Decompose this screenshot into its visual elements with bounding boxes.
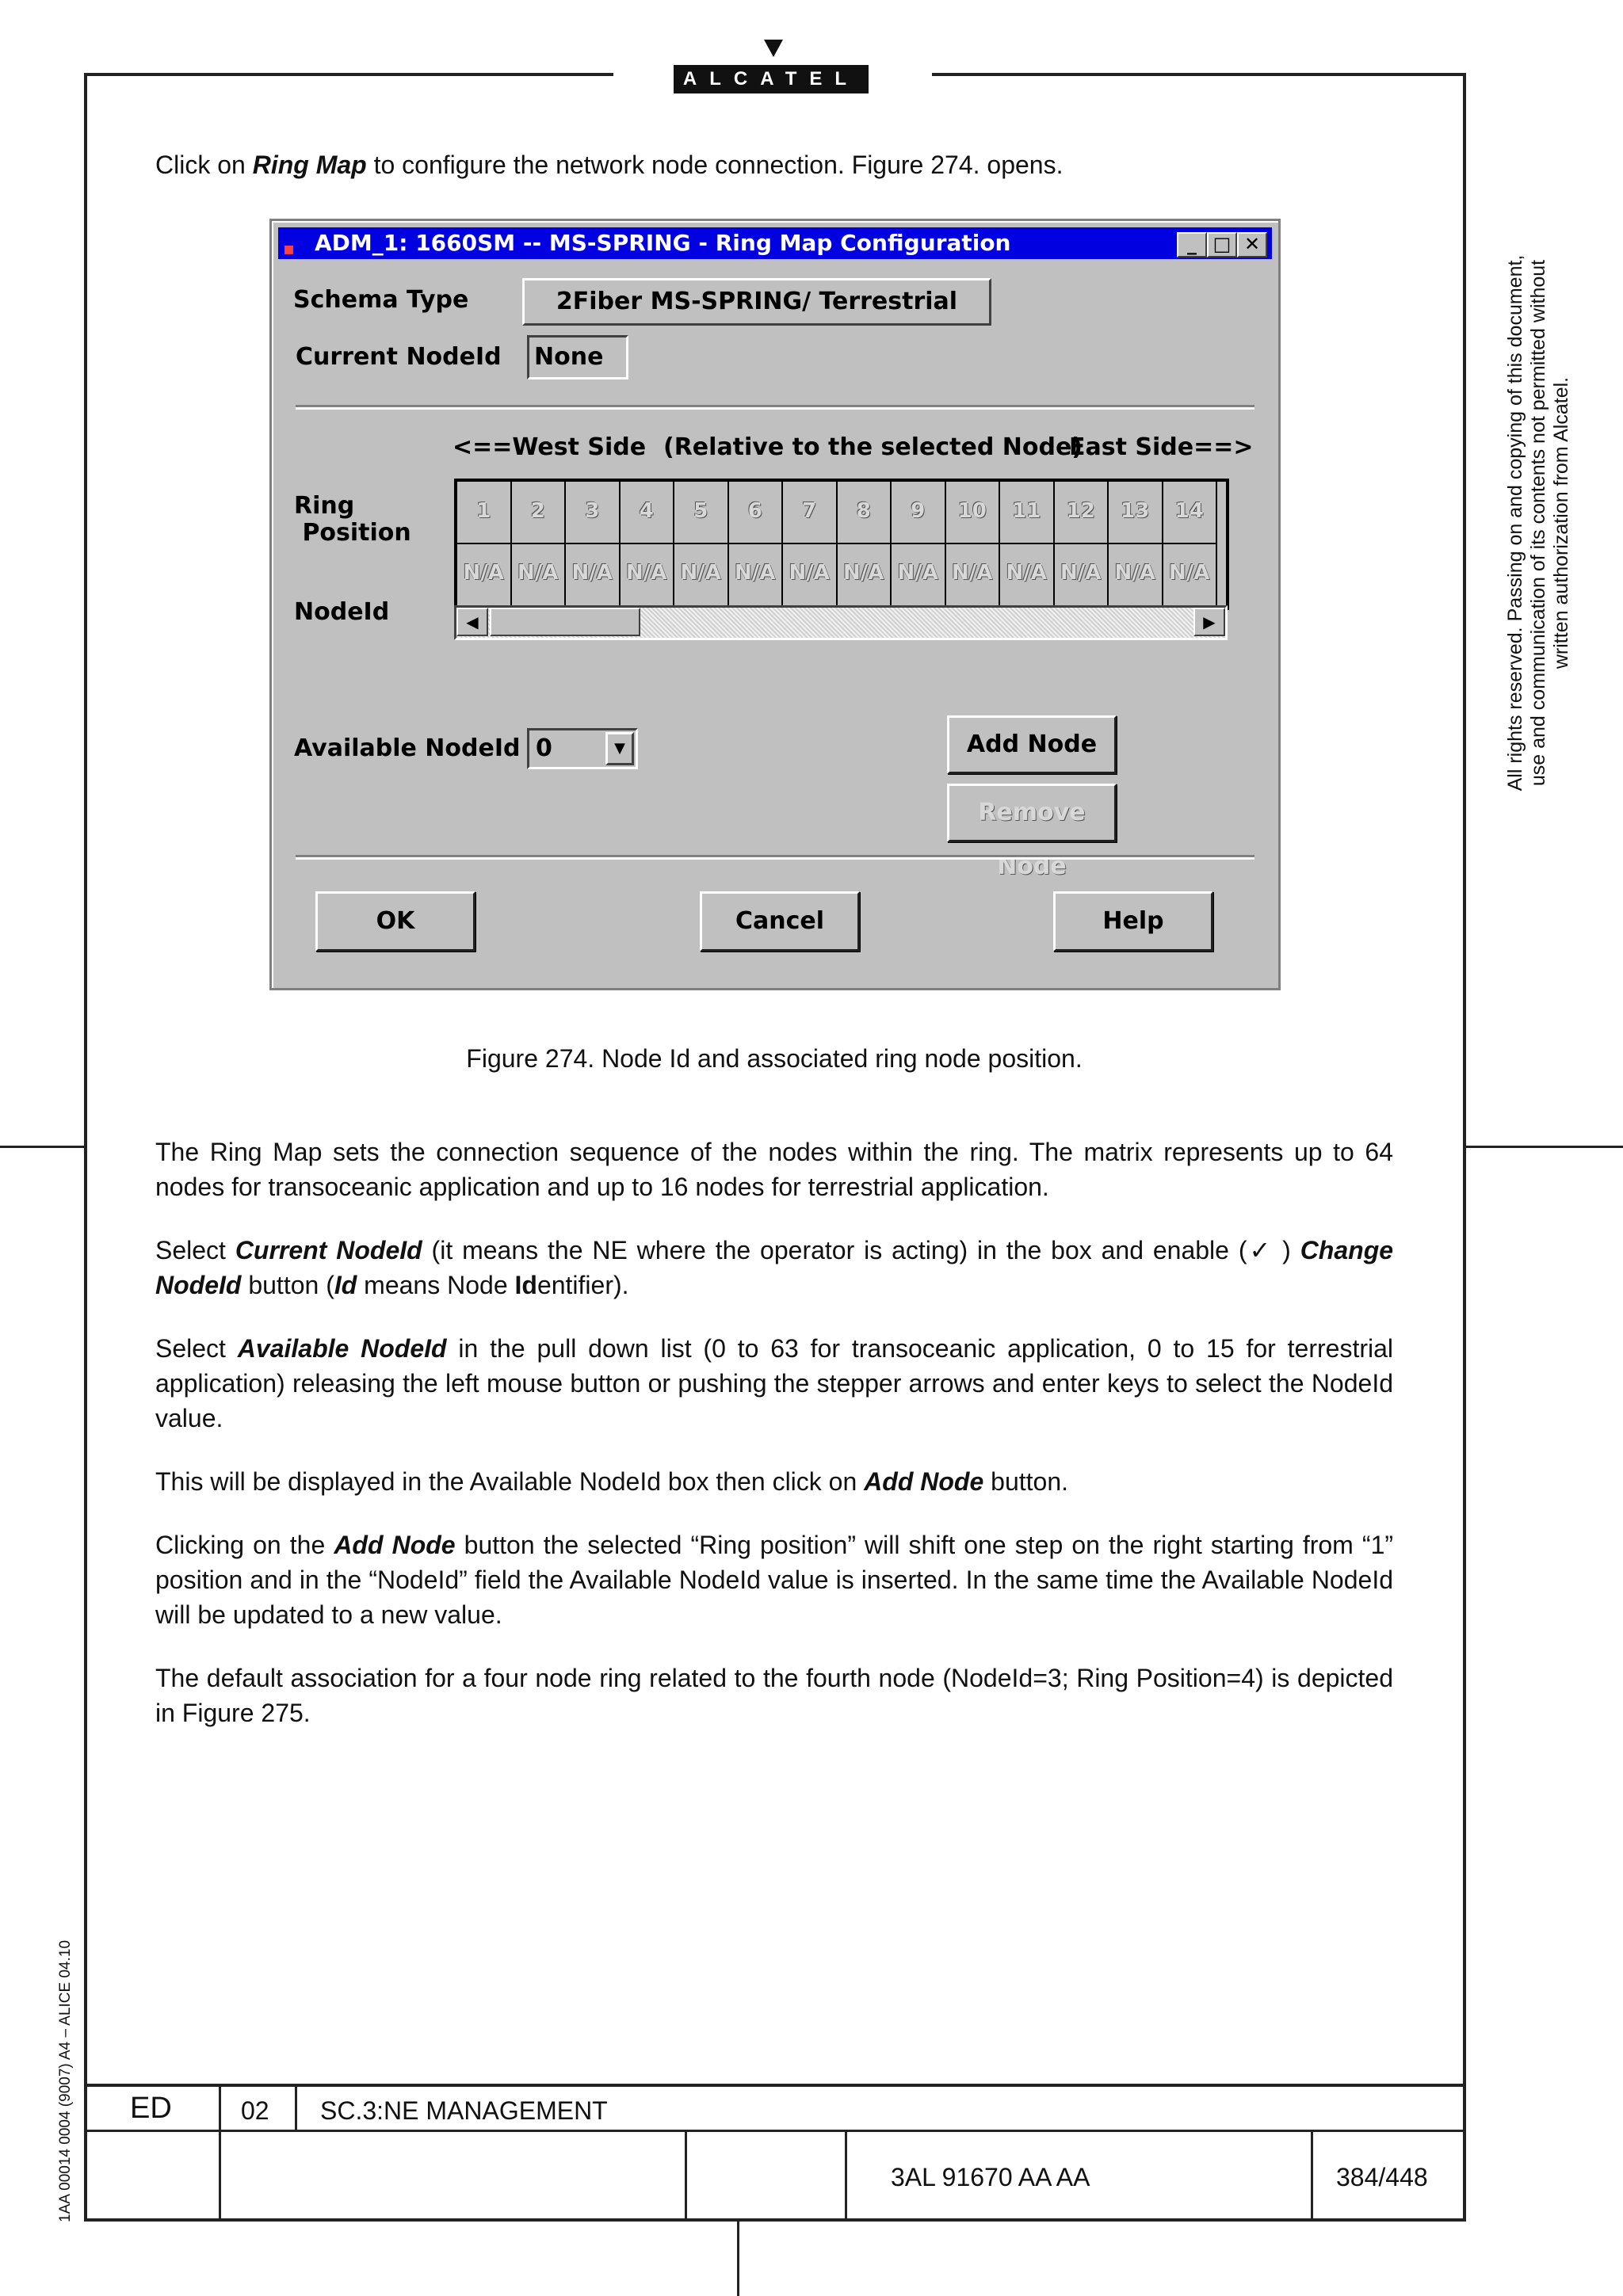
nodeid-cell: N/A bbox=[843, 561, 884, 585]
chevron-down-icon[interactable]: ▼ bbox=[605, 732, 634, 765]
margin-tick-right bbox=[1466, 1146, 1623, 1148]
ring-column[interactable] bbox=[783, 482, 838, 607]
paragraph-current-nodeid: Select Current NodeId (it means the NE where the operator is acting) in the box and enable (✓ ) Change NodeId button (Id means Node Identifier). bbox=[155, 1236, 1394, 1299]
nodeid-cell: N/A bbox=[680, 561, 721, 585]
nodeid-cell: N/A bbox=[1169, 561, 1210, 585]
close-button[interactable]: ✕ bbox=[1237, 232, 1267, 257]
footer-ed-value: 02 bbox=[241, 2096, 269, 2125]
grid-row-divider bbox=[621, 543, 674, 544]
relative-label: (Relative to the selected Node) bbox=[663, 433, 1083, 461]
ring-column[interactable] bbox=[674, 482, 729, 607]
ring-map-grid bbox=[454, 479, 1229, 610]
schema-type-value: 2Fiber MS-SPRING/ Terrestrial bbox=[522, 278, 991, 326]
ring-position-cell: 7 bbox=[802, 499, 817, 523]
nodeid-cell: N/A bbox=[735, 561, 776, 585]
nodeid-cell: N/A bbox=[1006, 561, 1047, 585]
available-nodeid-label: Available NodeId bbox=[294, 734, 521, 762]
grid-row-divider bbox=[566, 543, 619, 544]
footer-vline-1 bbox=[219, 2084, 221, 2220]
help-button[interactable]: Help bbox=[1053, 891, 1213, 952]
grid-row-divider bbox=[1055, 543, 1108, 544]
separator-bottom bbox=[296, 855, 1254, 860]
ring-position-cell: 9 bbox=[911, 499, 926, 523]
current-nodeid-label: Current NodeId bbox=[296, 343, 502, 371]
grid-row-divider bbox=[892, 543, 945, 544]
footer-stem bbox=[737, 2220, 739, 2296]
west-side-label: <==West Side bbox=[453, 433, 647, 461]
nodeid-row-label: NodeId bbox=[294, 598, 390, 626]
ring-column[interactable] bbox=[1163, 482, 1218, 607]
grid-row-divider bbox=[457, 543, 510, 544]
window-title: ADM_1: 1660SM -- MS-SPRING - Ring Map Configuration bbox=[315, 230, 1011, 256]
footer-vline-4 bbox=[845, 2131, 847, 2220]
grid-row-divider bbox=[729, 543, 782, 544]
cancel-button[interactable]: Cancel bbox=[700, 891, 860, 952]
grid-row-divider bbox=[1000, 543, 1053, 544]
footer-vline-3 bbox=[685, 2131, 687, 2220]
minimize-button[interactable]: _ bbox=[1177, 232, 1207, 257]
nodeid-cell: N/A bbox=[897, 561, 938, 585]
scroll-left-arrow-icon[interactable]: ◀ bbox=[456, 608, 488, 636]
ring-position-cell: 3 bbox=[585, 499, 600, 523]
footer-line-top bbox=[84, 2084, 1466, 2087]
ring-column[interactable] bbox=[946, 482, 1001, 607]
grid-row-divider bbox=[783, 543, 836, 544]
frame-left bbox=[84, 73, 87, 2222]
ring-column[interactable] bbox=[892, 482, 946, 607]
grid-row-divider bbox=[946, 543, 999, 544]
ring-position-label-line1: Ring bbox=[294, 492, 355, 520]
checkmark-icon: ✓ bbox=[1247, 1236, 1274, 1264]
remove-node-button[interactable]: Remove Node bbox=[947, 784, 1117, 842]
nodeid-cell: N/A bbox=[1114, 561, 1155, 585]
document-form-code: 1AA 00014 0004 (9007) A4 – ALICE 04.10 bbox=[57, 1939, 74, 2222]
ok-button[interactable]: OK bbox=[315, 891, 475, 952]
footer-doc-code: 3AL 91670 AA AA bbox=[891, 2163, 1090, 2191]
ring-column[interactable] bbox=[1055, 482, 1109, 607]
ring-column[interactable] bbox=[838, 482, 892, 607]
margin-tick-left bbox=[0, 1146, 84, 1148]
ring-column[interactable] bbox=[1000, 482, 1055, 607]
scroll-thumb[interactable] bbox=[490, 608, 640, 636]
ring-column[interactable] bbox=[1109, 482, 1163, 607]
paragraph-default-association: The default association for a four node ring related to the fourth node (NodeId=3; Ring Position=4) is depicted in Figure 275. bbox=[155, 1664, 1393, 1727]
intro-paragraph: Click on Ring Map to configure the network node connection. Figure 274. opens. bbox=[155, 151, 1064, 179]
ring-position-cell: 8 bbox=[856, 499, 871, 523]
current-nodeid-field[interactable]: None bbox=[527, 335, 628, 379]
separator-top bbox=[296, 405, 1254, 410]
ring-map-term: Ring Map bbox=[252, 151, 367, 179]
footer-page-number: 384/448 bbox=[1336, 2163, 1428, 2191]
ring-position-cell: 12 bbox=[1066, 499, 1095, 523]
ring-position-cell: 10 bbox=[957, 499, 987, 523]
ring-column[interactable] bbox=[729, 482, 784, 607]
nodeid-cell: N/A bbox=[626, 561, 667, 585]
ring-position-cell: 13 bbox=[1121, 499, 1150, 523]
east-side-label: East Side==> bbox=[1069, 433, 1254, 461]
nodeid-cell: N/A bbox=[517, 561, 559, 585]
nodeid-cell: N/A bbox=[571, 561, 613, 585]
grid-row-divider bbox=[512, 543, 565, 544]
footer-line-bottom bbox=[84, 2218, 1466, 2222]
paragraph-add-node: This will be displayed in the Available NodeId box then click on Add Node button. bbox=[155, 1467, 1068, 1496]
ring-position-cell: 4 bbox=[639, 499, 654, 523]
frame-top-right bbox=[932, 73, 1466, 76]
paragraph-ring-map: The Ring Map sets the connection sequence of the nodes within the ring. The matrix represents up to 64 nodes for transoceanic application and up to 16 nodes for terrestrial application. bbox=[155, 1138, 1393, 1201]
ring-column[interactable] bbox=[566, 482, 621, 607]
ring-position-cell: 11 bbox=[1012, 499, 1041, 523]
copyright-side-note: All rights reserved. Passing on and copying of this document, use and communication of its contents not permitted without written authorization from Alcatel. bbox=[1504, 254, 1572, 791]
ring-map-configuration-window bbox=[269, 219, 1281, 990]
ring-column[interactable] bbox=[621, 482, 675, 607]
maximize-button[interactable]: □ bbox=[1207, 232, 1237, 257]
footer-vline-5 bbox=[1311, 2131, 1313, 2220]
window-titlebar[interactable] bbox=[278, 227, 1272, 259]
grid-row-divider bbox=[838, 543, 891, 544]
nodeid-cell: N/A bbox=[1060, 561, 1102, 585]
logo-triangle-icon bbox=[764, 40, 783, 57]
grid-row-divider bbox=[674, 543, 727, 544]
scroll-right-arrow-icon[interactable]: ▶ bbox=[1193, 608, 1225, 636]
schema-type-label: Schema Type bbox=[293, 286, 469, 314]
frame-top-left bbox=[84, 73, 613, 76]
footer-ed-label: ED bbox=[130, 2092, 172, 2125]
footer-line-mid bbox=[84, 2130, 1466, 2132]
footer-vline-2 bbox=[295, 2084, 297, 2131]
add-node-button[interactable]: Add Node bbox=[947, 715, 1117, 774]
grid-horizontal-scrollbar[interactable] bbox=[454, 605, 1228, 640]
grid-row-divider bbox=[1109, 543, 1162, 544]
grid-row-divider bbox=[1163, 543, 1216, 544]
ring-column[interactable] bbox=[457, 482, 512, 607]
alcatel-logo: ALCATEL bbox=[674, 65, 869, 93]
ring-position-label-line2: Position bbox=[294, 519, 411, 547]
ring-position-cell: 5 bbox=[693, 499, 708, 523]
nodeid-cell: N/A bbox=[789, 561, 830, 585]
figure-caption: Figure 274. Node Id and associated ring node position. bbox=[466, 1044, 1083, 1073]
paragraph-available-nodeid: Select Available NodeId in the pull down list (0 to 63 for transoceanic application, 0 to 15 for terrestrial application) releasing the left mouse button or pushing the stepper arrows and enter keys to select the NodeId value. bbox=[155, 1334, 1394, 1432]
app-icon: ▪ bbox=[283, 239, 295, 259]
ring-position-cell: 2 bbox=[530, 499, 545, 523]
nodeid-cell: N/A bbox=[952, 561, 993, 585]
ring-position-cell: 6 bbox=[747, 499, 762, 523]
available-nodeid-value: 0 bbox=[536, 734, 552, 762]
ring-column[interactable] bbox=[512, 482, 567, 607]
ring-position-cell: 14 bbox=[1174, 499, 1204, 523]
available-nodeid-select[interactable] bbox=[527, 728, 638, 769]
ring-position-cell: 1 bbox=[476, 499, 491, 523]
nodeid-cell: N/A bbox=[463, 561, 504, 585]
footer-section: SC.3:NE MANAGEMENT bbox=[320, 2096, 608, 2125]
paragraph-clicking-add-node: Clicking on the Add Node button the selected “Ring position” will shift one step on the right starting from “1” position and in the “NodeId” field the Available NodeId value is inserted. In the same time the Available NodeId will be updated to a new value. bbox=[155, 1531, 1394, 1629]
